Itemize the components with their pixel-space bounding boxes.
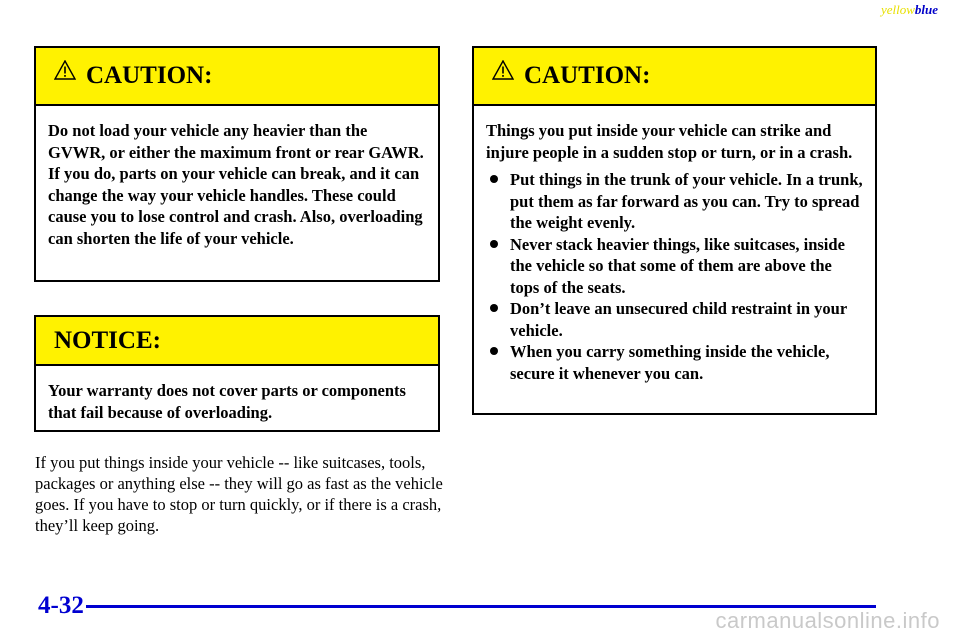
bullet-icon [490, 240, 498, 248]
watermark: carmanualsonline.info [715, 608, 940, 633]
warning-triangle-icon [54, 60, 76, 80]
bullet-item [486, 298, 863, 341]
notice-box [34, 315, 440, 432]
bullet-item [486, 234, 863, 299]
caution-box-loose-items [472, 46, 877, 415]
color-mark-blue: blue [914, 2, 938, 17]
caution-bullet-list [486, 169, 863, 384]
caution-box-overload [34, 46, 440, 282]
bullet-text: When you carry something inside the vehicle, secure it whenever you can. [510, 342, 830, 383]
bullet-icon [490, 175, 498, 183]
caution-header [36, 48, 438, 106]
caution-title: CAUTION: [86, 62, 213, 89]
notice-header [36, 317, 438, 366]
bullet-text: Don’t leave an unsecured child restraint in your vehicle. [510, 299, 847, 340]
caution-title: CAUTION: [524, 62, 651, 89]
notice-title: NOTICE: [54, 326, 161, 354]
caution-header [474, 48, 875, 106]
bullet-text: Put things in the trunk of your vehicle. In a trunk, put them as far forward as you can. Try to spread the weight evenly. [510, 170, 863, 232]
color-mark-yellow: yellow [880, 2, 915, 17]
caution-intro: Things you put inside your vehicle can strike and injure people in a sudden stop or turn, or in a crash. [486, 121, 853, 162]
color-mark [881, 2, 938, 18]
caution-body: Do not load your vehicle any heavier than the GVWR, or either the maximum front or rear GAWR. If you do, parts on your vehicle can break, and it can change the way your vehicle handles. These could cause you to lose control and crash. Also, overloading can shorten the life of your vehicle. [48, 121, 424, 248]
page-number: 4-32 [38, 592, 84, 619]
body-paragraph: If you put things inside your vehicle -- like suitcases, tools, packages or anything else -- they will go as fast as the vehicle goes. If you have to stop or turn quickly, or if there is a crash, they’ll keep going. [35, 453, 443, 535]
caution-body [474, 106, 875, 384]
bullet-item [486, 169, 863, 234]
bullet-item [486, 341, 863, 384]
notice-body: Your warranty does not cover parts or components that fail because of overloading. [48, 381, 406, 422]
bullet-icon [490, 304, 498, 312]
bullet-icon [490, 347, 498, 355]
warning-triangle-icon [492, 60, 514, 80]
bullet-text: Never stack heavier things, like suitcases, inside the vehicle so that some of them are above the tops of the seats. [510, 234, 845, 297]
